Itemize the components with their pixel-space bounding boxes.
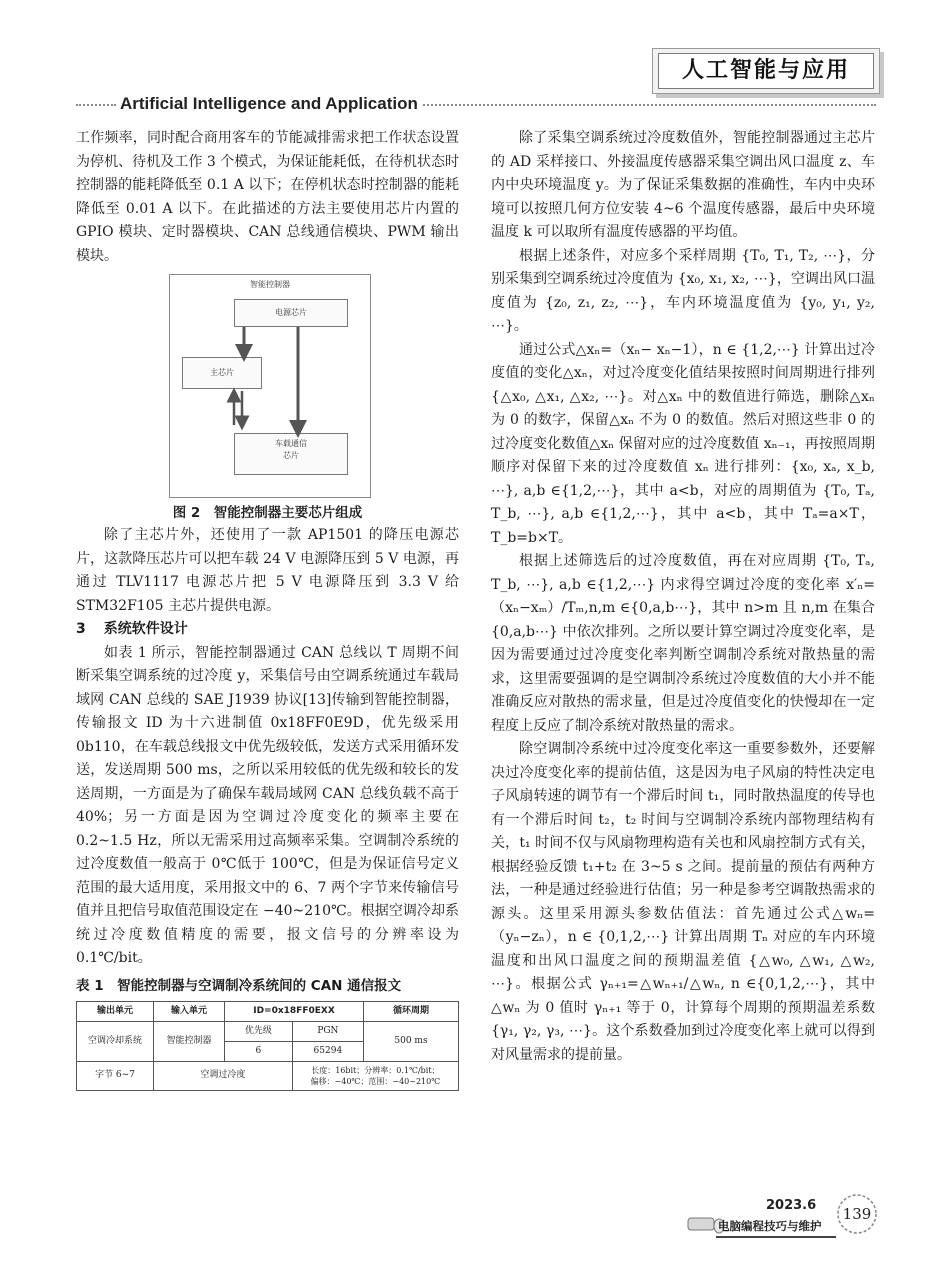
table-cell: 优先级 (225, 1021, 293, 1041)
table-cell: 500 ms (364, 1021, 459, 1061)
paragraph: 根据上述筛选后的过冷度数值，再在对应周期 {T₀, Tₐ, T_b, ⋯}, a,b ∈{1,2,⋯} 内求得空调过冷度的变化率 x′ₙ=（xₙ−xₘ）/Tₘ,n,m ∈{0,a,b⋯}，其中 n>m 且 n,m 在集合 {0,a,b⋯} 中依次排列。之所以要计算空调过冷度变化率，是因为需要通过过冷度变化率判断空调制冷系统对散热量的需求，这里需要强调的是空调制冷系统过冷度数值的大小并不能准确反应对散热的需求量，但是过冷度值变化的快慢却在一定程度上反应了制冷系统对散热量的需求。 (491, 553, 875, 734)
signal-desc-line1: 长度：16bit；分辨率：0.1℃/bit； (311, 1065, 440, 1075)
main-chip-label: 主芯片 (210, 368, 234, 377)
footer-underline (716, 1236, 836, 1238)
table-header-cell: 输出单元 (77, 1001, 154, 1021)
table-row (77, 1061, 459, 1090)
table-row (77, 1021, 459, 1041)
paragraph: 如表 1 所示，智能控制器通过 CAN 总线以 T 周期不间断采集空调系统的过冷度 y，采集信号由空调系统通过车载局域网 CAN 总线的 SAE J1939 协议[13]传输到智能控制器，传输报文 ID 为十六进制值 0x18FF0E9D，优先级采用 0b110，在车载总线报文中优先级较低，发送方式采用循环发送，发送周期 500 ms，之所以采用较低的优先级和较长的发送周期，一方面是为了确保车载局域网 CAN 总线负载不高于 40%；另一方面是因为空调过冷度变化的频率主要在 0.2~1.5 Hz，所以无需采用过高频率采集。空调制冷系统的过冷度数值一般高于 0℃低于 100℃，但是为保证信号定义范围的最大适用度，采用报文中的 6、7 两个字节来传输信号值并且把信号取值范围设定在 −40~210℃。根据空调冷却系统过冷度数值精度的需要，报文信号的分辨率设为 0.1℃/bit。 (76, 644, 459, 966)
paragraph: 工作频率，同时配合商用客车的节能减排需求把工作状态设置为停机、待机及工作 3 个模式，为保证能耗低，在待机状态时控制器的能耗降低至 0.1 A 以下；在停机状态时控制器的能耗降低至 0.01 A 以下。在此描述的方法主要使用芯片内置的 GPIO 模块、定时器模块、CAN 总线通信模块、PWM 输出模块。 (76, 130, 459, 264)
section-heading (76, 618, 459, 642)
signal-desc-line2: 偏移：−40℃；范围：−40~210℃ (310, 1076, 441, 1086)
table-cell: 65294 (292, 1041, 363, 1061)
journal-name: 电脑编程技巧与维护 (718, 1219, 822, 1233)
journal-tag (652, 48, 880, 94)
paragraph: 除了主芯片外，还使用了一款 AP1501 的降压电源芯片，这款降压芯片可以把车载 24 V 电源降压到 5 V 电源，再通过 TLV1117 电源芯片把 5 V 电源降压到 3.3 V 给 STM32F105 主芯片提供电源。 (76, 527, 459, 614)
table-cell (292, 1061, 458, 1090)
paragraph: 除空调制冷系统中过冷度变化率这一重要参数外，还要解决过冷度变化率的提前估值，这是因为电子风扇的特性决定电子风扇转速的调节有一个滞后时间 t₁，同时散热温度的传导也有一个滞后时间 t₂，t₂ 时间与空调制冷系统内部物理结构有关，t₁ 时间不仅与风扇物理构造有关也和风扇控制方式有关，根据经验反馈 t₁+t₂ 在 3~5 s 之间。提前量的预估有两种方法，一种是通过经验进行估值；另一种是参考空调散热需求的源头。这里采用源头参数估值法：首先通过公式△wₙ=（yₙ−zₙ），n ∈ {0,1,2,⋯} 计算出周期 Tₙ 对应的车内环境温度和出风口温度之间的预期温差值 {△w₀, △w₁, △w₂, ⋯}。根据公式 γₙ₊₁=△wₙ₊₁/△wₙ, n ∈{0,1,2,⋯}，其中△wₙ 为 0 值时 γₙ₊₁ 等于 0，计算每个周期的预期温差系数 {γ₁, γ₂, γ₃, ⋯}。这个系数叠加到过冷度变化率上就可以得到对风量需求的提前量。 (491, 741, 875, 1063)
can-chip-label-line1: 车载通信 (275, 439, 307, 448)
paragraph: 除了采集空调系统过冷度数值外，智能控制器通过主芯片的 AD 采样接口、外接温度传感器采集空调出风口温度 z、车内中央环境温度 y。为了保证采集数据的准确性，车内中央环境可以按照几何方位安装 4~6 个温度传感器，最后中央环境温度 k 可以取所有温度传感器的平均值。 (491, 130, 875, 240)
table-caption: 表 1 智能控制器与空调制冷系统间的 CAN 通信报文 (76, 977, 402, 994)
figure-arrows (170, 275, 370, 497)
issue-date: 2023.6 (766, 1198, 817, 1213)
table-header-cell: ID=0x18FF0EXX (225, 1001, 364, 1021)
paragraph: 通过公式△xₙ=（xₙ− xₙ−1），n ∈ {1,2,⋯} 计算出过冷度值的变化△xₙ，对过冷度变化值结果按照时间周期进行排列 {△x₀, △x₁, △x₂, ⋯}。对△xₙ 中的数值进行筛选，删除△xₙ 为 0 的数字，保留△xₙ 不为 0 的数值。然后对照这些非 0 的过冷度变化数值△xₙ 保留对应的过冷度数值 xₙ₋₁，再按照周期顺序对保留下来的过冷度数值 xₙ 进行排列：{x₀, xₐ, x_b, ⋯}, a,b ∈{1,2,⋯}，其中 a<b，对应的周期值为 {T₀, Tₐ, T_b, ⋯}, a,b ∈{1,2,⋯}，其中 a<b，其中 Tₐ=a×T，T_b=b×T。 (491, 341, 875, 546)
power-chip-label: 电源芯片 (275, 308, 307, 317)
page-number: 139 (842, 1205, 872, 1223)
header-rule-right (408, 104, 876, 106)
figure-caption: 图 2 智能控制器主要芯片组成 (172, 505, 363, 521)
table-cell: PGN (292, 1021, 363, 1041)
table-header-cell: 输入单元 (154, 1001, 225, 1021)
table-header-cell: 循环周期 (364, 1001, 459, 1021)
header-rule-left (76, 104, 116, 106)
can-chip-label-line2: 芯片 (283, 451, 299, 460)
figure-top-title: 智能控制器 (250, 280, 290, 289)
table-cell: 空调过冷度 (154, 1061, 293, 1090)
table-cell: 空调冷却系统 (77, 1021, 154, 1061)
table-cell: 6 (225, 1041, 293, 1061)
table-cell: 智能控制器 (154, 1021, 225, 1061)
section-number: 3 (76, 621, 86, 637)
paragraph: 根据上述条件，对应多个采样周期 {T₀, T₁, T₂, ⋯}，分别采集到空调系统过冷度值为 {x₀, x₁, x₂, ⋯}，空调出风口温度值为 {z₀, z₁, z₂, ⋯}，车内环境温度值为 {y₀, y₁, y₂, ⋯}。 (491, 247, 875, 334)
section-banner: Artificial Intelligence and Application (116, 93, 422, 115)
figure-chip-diagram (169, 274, 371, 498)
journal-tag-text: 人工智能与应用 (658, 53, 874, 89)
table-cell: 字节 6~7 (77, 1061, 154, 1090)
can-message-table (76, 1001, 459, 1091)
page-footer (690, 1196, 876, 1242)
right-column (491, 127, 875, 1067)
left-column (76, 127, 459, 1091)
section-title: 系统软件设计 (103, 621, 188, 637)
